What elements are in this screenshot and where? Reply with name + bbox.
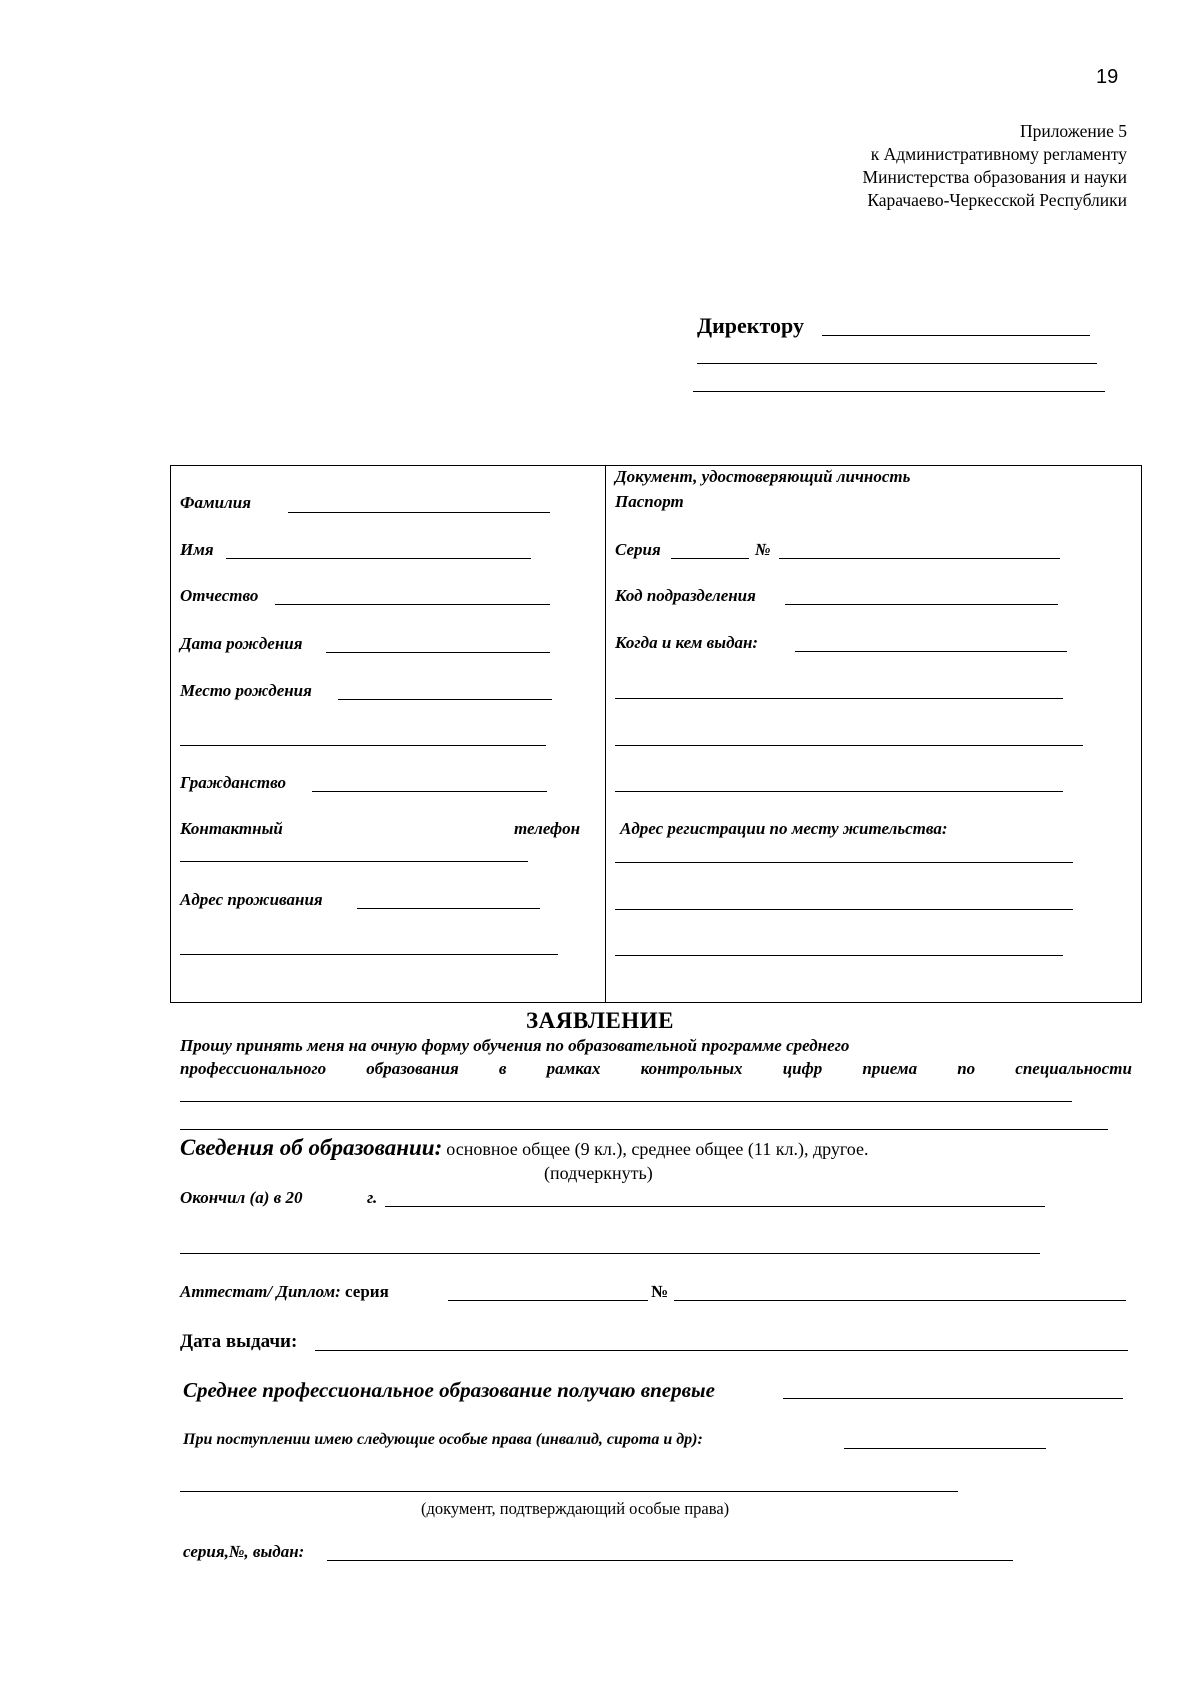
- certificate-row: [180, 1282, 389, 1302]
- surname-label: Фамилия: [180, 493, 251, 512]
- passport-label: Паспорт: [615, 492, 684, 511]
- issue-date-field[interactable]: [315, 1350, 1128, 1351]
- issued-by-label: Когда и кем выдан:: [615, 633, 759, 652]
- registration-field[interactable]: [615, 862, 1073, 863]
- contact-label: Контактный: [180, 819, 283, 838]
- application-word: цифр: [782, 1059, 823, 1078]
- addressee-field-3[interactable]: [693, 391, 1105, 392]
- education-row: [180, 1135, 869, 1161]
- application-word: профессионального: [180, 1059, 327, 1078]
- residence-field-2[interactable]: [180, 954, 558, 955]
- residence-field[interactable]: [357, 908, 540, 909]
- series-issued-field[interactable]: [327, 1560, 1013, 1561]
- education-heading: Сведения об образовании:: [180, 1135, 443, 1160]
- passport-series-label: Серия: [615, 540, 661, 559]
- application-word: в: [498, 1059, 507, 1078]
- issued-by-field-4[interactable]: [615, 791, 1063, 792]
- table-divider: [605, 465, 606, 1003]
- birth-place-label: Место рождения: [180, 681, 312, 700]
- birth-place-field-2[interactable]: [180, 745, 546, 746]
- phone-label: телефон: [514, 819, 581, 838]
- application-word: контрольных: [640, 1059, 743, 1078]
- issued-by-field[interactable]: [795, 651, 1067, 652]
- certificate-series-field[interactable]: [448, 1300, 648, 1301]
- issued-by-field-2[interactable]: [615, 698, 1063, 699]
- appendix-header: [707, 120, 1127, 212]
- graduated-field[interactable]: [385, 1206, 1045, 1207]
- application-word: рамках: [546, 1059, 601, 1078]
- rights-doc-hint: (документ, подтверждающий особые права): [421, 1499, 730, 1518]
- special-rights-label: При поступлении имею следующие особые права (инвалид, сирота и др):: [183, 1431, 703, 1448]
- graduated-field-2[interactable]: [180, 1253, 1040, 1254]
- name-field[interactable]: [226, 558, 531, 559]
- first-time-label: Среднее профессиональное образование получаю впервые: [183, 1378, 715, 1402]
- issue-date-label: Дата выдачи:: [180, 1331, 298, 1352]
- addressee-label: Директору: [697, 313, 804, 338]
- graduated-year-suffix: г.: [367, 1188, 378, 1207]
- certificate-label: Аттестат/ Диплом:: [180, 1282, 341, 1301]
- first-time-field[interactable]: [783, 1398, 1123, 1399]
- certificate-number-field[interactable]: [674, 1300, 1126, 1301]
- education-options: основное общее (9 кл.), среднее общее (11 кл.), другое.: [446, 1139, 869, 1159]
- registration-field-3[interactable]: [615, 955, 1063, 956]
- citizenship-field[interactable]: [312, 791, 547, 792]
- application-word: образования: [366, 1059, 459, 1078]
- application-word: по: [957, 1059, 976, 1078]
- specialty-field-2[interactable]: [180, 1129, 1108, 1130]
- appendix-line: Карачаево-Черкесской Республики: [867, 190, 1127, 210]
- series-issued-label: серия,№, выдан:: [183, 1542, 305, 1561]
- residence-label: Адрес проживания: [180, 890, 323, 909]
- surname-field[interactable]: [288, 512, 550, 513]
- application-text-line2: [180, 1059, 1132, 1079]
- special-rights-field[interactable]: [844, 1448, 1046, 1449]
- appendix-line: Приложение 5: [1019, 121, 1127, 141]
- passport-number-field[interactable]: [779, 558, 1060, 559]
- registration-label: Адрес регистрации по месту жительства:: [620, 819, 948, 838]
- underline-hint: (подчеркнуть): [544, 1163, 653, 1183]
- patronymic-field[interactable]: [275, 604, 550, 605]
- registration-field-2[interactable]: [615, 909, 1073, 910]
- special-rights-field-2[interactable]: [180, 1491, 958, 1492]
- page-number: 19: [1096, 66, 1119, 88]
- birth-date-field[interactable]: [326, 652, 550, 653]
- appendix-line: к Административному регламенту: [870, 144, 1127, 164]
- certificate-series-label: серия: [345, 1282, 389, 1301]
- graduated-label: Окончил (а) в 20: [180, 1188, 303, 1207]
- passport-number-label: №: [755, 540, 771, 559]
- division-code-label: Код подразделения: [615, 586, 756, 605]
- application-word: приема: [862, 1059, 918, 1078]
- birth-place-field[interactable]: [338, 699, 552, 700]
- phone-field[interactable]: [180, 861, 528, 862]
- addressee-field[interactable]: [822, 335, 1090, 336]
- birth-date-label: Дата рождения: [180, 634, 303, 653]
- issued-by-field-3[interactable]: [615, 745, 1083, 746]
- patronymic-label: Отчество: [180, 586, 259, 605]
- passport-series-field[interactable]: [671, 558, 749, 559]
- application-word: специальности: [1015, 1059, 1132, 1078]
- certificate-number-label: №: [651, 1282, 669, 1301]
- application-title: ЗАЯВЛЕНИЕ: [526, 1008, 674, 1033]
- citizenship-label: Гражданство: [180, 773, 286, 792]
- specialty-field[interactable]: [180, 1101, 1072, 1102]
- appendix-line: Министерства образования и науки: [862, 167, 1127, 187]
- application-text-line1: Прошу принять меня на очную форму обучения по образовательной программе среднего: [180, 1036, 850, 1055]
- id-document-heading: Документ, удостоверяющий личность: [615, 467, 911, 486]
- division-code-field[interactable]: [785, 604, 1058, 605]
- addressee-field-2[interactable]: [697, 363, 1097, 364]
- name-label: Имя: [180, 540, 214, 559]
